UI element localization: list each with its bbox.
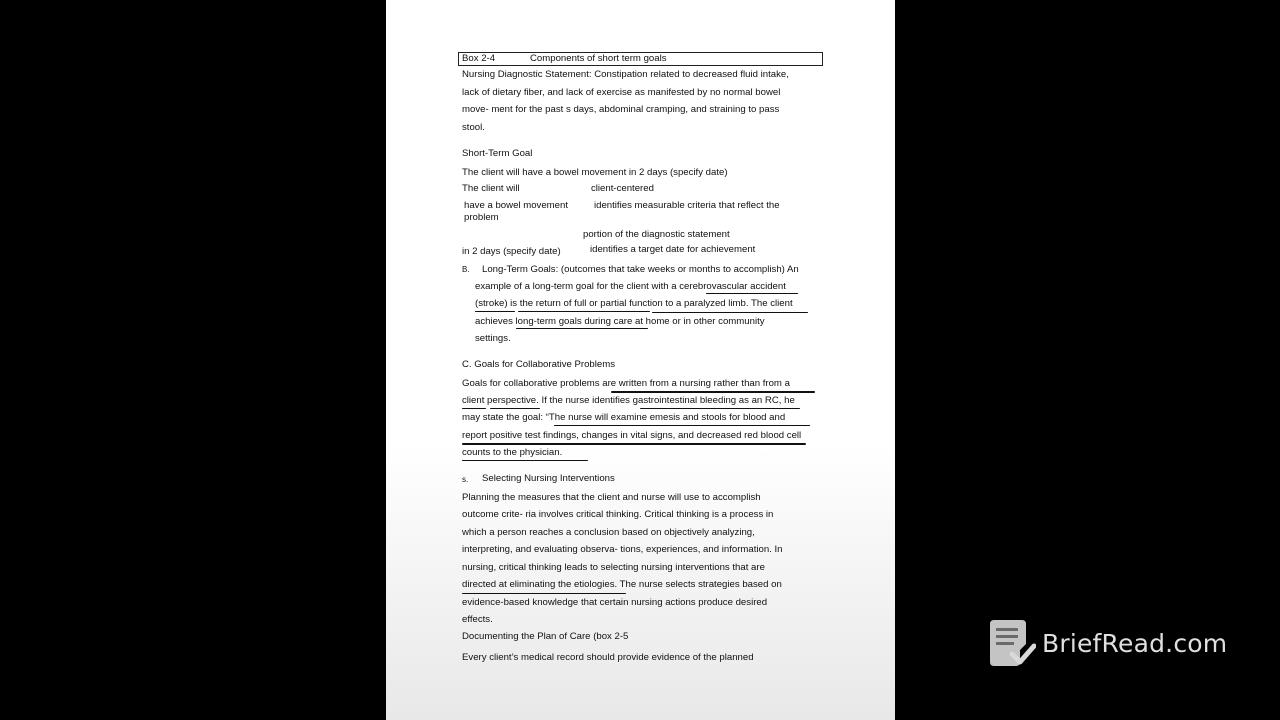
goal-component-left: The client will [462,183,520,194]
interventions-line: Planning the measures that the client and nurse will use to accomplish [462,492,761,503]
nds-line: Nursing Diagnostic Statement: Constipation related to decreased fluid intake, [462,69,789,80]
interventions-heading: Selecting Nursing Interventions [482,473,615,484]
briefread-watermark [990,618,1227,668]
collab-line: report positive test findings, changes in vital signs, and decreased red blood cell [462,430,802,441]
collab-line: counts to the physician. [462,447,563,458]
box-number: Box 2-4 [462,53,496,64]
interventions-line: effects. [462,614,493,625]
documenting-heading: Documenting the Plan of Care (box 2-5 [462,631,629,642]
interventions-line: nursing, critical thinking leads to selecting nursing interventions that are [462,562,765,573]
long-term-marker: B. [462,265,470,274]
goal-component-right: client-centered [591,183,654,194]
handwritten-underline [462,593,626,594]
collab-line: Goals for collaborative problems are written from a nursing rather than from a [462,378,790,389]
interventions-marker: s. [462,475,469,484]
document-check-icon [990,618,1036,668]
handwritten-underline [518,311,650,312]
goal-component-right: portion of the diagnostic statement [583,229,730,240]
interventions-line: interpreting, and evaluating observa- tions, experiences, and information. In [462,544,783,555]
handwritten-underline [706,293,798,294]
goal-component-left: in 2 days (specify date) [462,246,561,257]
handwritten-underline [652,312,808,313]
nds-line: move- ment for the past s days, abdominal cramping, and straining to pass [462,104,780,115]
handwritten-underline [554,425,810,426]
long-term-line: example of a long-term goal for the client with a cerebrovascular accident [475,281,786,292]
short-term-statement: The client will have a bowel movement in 2 days (specify date) [462,167,728,178]
handwritten-underline [462,443,806,445]
handwritten-underline [640,408,800,409]
box-title: Components of short term goals [530,53,667,64]
box-header [458,52,823,66]
goal-component-left: have a bowel movement [464,200,568,211]
documenting-line: Every client’s medical record should provide evidence of the planned [462,652,754,663]
long-term-line: settings. [475,333,511,344]
interventions-line: which a person reaches a conclusion based on objectively analyzing, [462,527,755,538]
collab-line: may state the goal: “The nurse will examine emesis and stools for blood and [462,412,786,423]
handwritten-underline [490,408,540,409]
nds-line: lack of dietary fiber, and lack of exercise as manifested by no normal bowel [462,87,781,98]
handwritten-underline [462,460,588,461]
short-term-heading: Short-Term Goal [462,148,533,159]
goal-component-left: problem [464,212,499,223]
collab-line: client perspective. If the nurse identifies gastrointestinal bleeding as an RC, he [462,395,795,406]
interventions-line: outcome crite- ria involves critical thinking. Critical thinking is a process in [462,509,774,520]
interventions-line: directed at eliminating the etiologies. The nurse selects strategies based on [462,579,782,590]
long-term-line: achieves long-term goals during care at home or in other community [475,316,765,327]
watermark-text: BriefRead.com [1042,628,1228,658]
long-term-line: Long-Term Goals: (outcomes that take weeks or months to accomplish) An [482,264,799,275]
nds-line: stool. [462,122,485,133]
interventions-line: evidence-based knowledge that certain nursing actions produce desired [462,597,768,608]
goal-component-right: identifies a target date for achievement [590,244,756,255]
handwritten-underline [462,408,486,409]
document-content [386,0,895,720]
collab-heading: C. Goals for Collaborative Problems [462,359,616,370]
document-page [386,0,895,720]
handwritten-underline [475,311,515,312]
handwritten-underline [611,391,815,393]
long-term-line: (stroke) is the return of full or partial function to a paralyzed limb. The client [475,298,793,309]
goal-component-right: identifies measurable criteria that reflect the [594,200,780,211]
handwritten-underline [516,328,648,329]
